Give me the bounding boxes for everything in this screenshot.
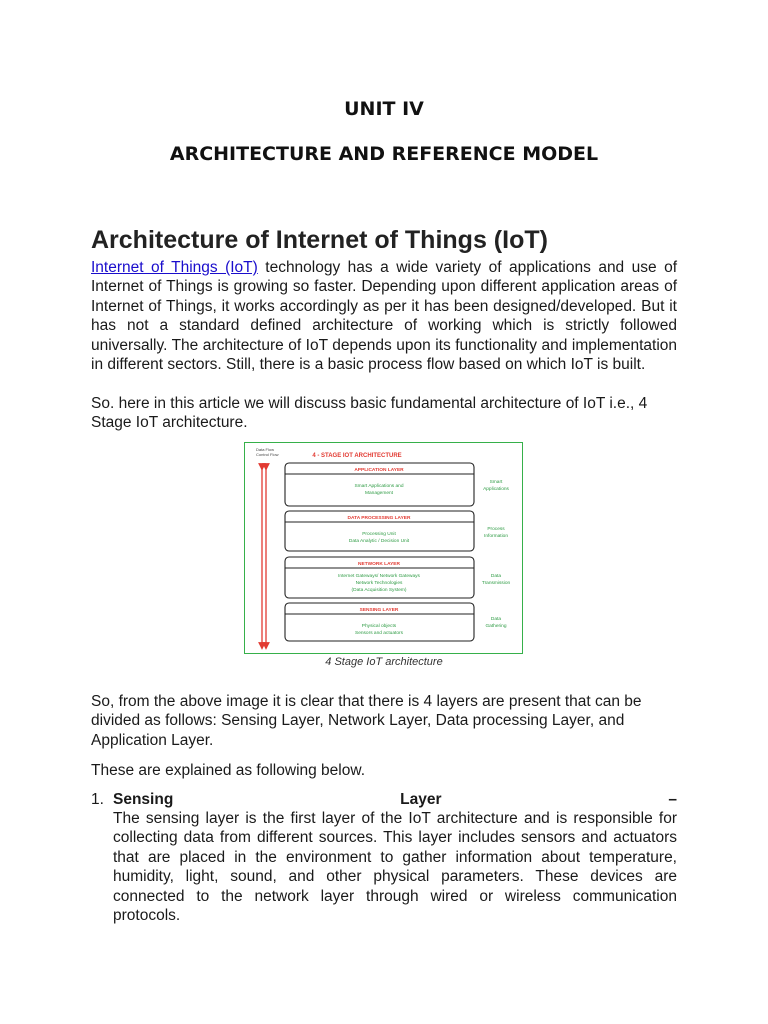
layer-line-1: Physical objects: [361, 624, 397, 629]
side-label-2: Applications: [483, 487, 509, 492]
layer-line-2: Data Analytic / Decision Unit: [348, 539, 410, 544]
intro-paragraph: [91, 258, 677, 374]
chapter-title: ARCHITECTURE AND REFERENCE MODEL: [169, 143, 599, 165]
sensing-layer-description: The sensing layer is the first layer of the IoT architecture and is responsible for collecting data from different sources. This layer includes sensors and actuators that are placed in the environment to gather information about temperature, humidity, light, sound, and other physical parameters. These devices are connected to the network layer through wired or wireless communication protocols.: [113, 810, 677, 925]
side-label-1: Data: [490, 617, 502, 622]
legend-data-flow: Data Flow: [256, 447, 275, 452]
side-label-1: Process: [487, 527, 505, 532]
side-label-1: Data: [490, 574, 502, 579]
article-heading: Architecture of Internet of Things (IoT): [91, 226, 548, 254]
layer-name: NETWORK LAYER: [358, 562, 400, 567]
layer-line-1: Internet Gateways/ Network Gateways: [338, 574, 420, 579]
side-label-2: Information: [484, 534, 508, 539]
paragraph-4: These are explained as following below.: [91, 762, 366, 779]
data-processing-layer: [285, 511, 508, 551]
legend-control-flow: Control Flow: [256, 452, 279, 457]
unit-heading: UNIT IV: [344, 98, 424, 120]
side-label-2: Gathering: [485, 624, 507, 629]
heading-word-sensing: Sensing: [113, 791, 174, 808]
paragraph-2: So. here in this article we will discuss basic fundamental architecture of IoT i.e., 4 Stage IoT architecture.: [91, 395, 648, 432]
intro-text: technology has a wide variety of applications and use of Internet of Things is growing so faster. Depending upon different application areas of Internet of Things, it works accordingly as per it has been designed/developed. But it has not a standard defined architecture of working which is strictly followed universally. The architecture of IoT depends upon its functionality and implementation in different sectors. Still, there is a basic process flow based on which IoT is built.: [91, 259, 677, 374]
layer-line-2: Management: [365, 491, 393, 496]
side-label-2: Transmission: [481, 581, 511, 586]
layer-name: DATA PROCESSING LAYER: [347, 516, 411, 521]
network-layer: [285, 557, 511, 598]
layer-name: SENSING LAYER: [359, 608, 399, 613]
layer-line-3: (Data Acquisition System): [351, 588, 407, 593]
list-item-heading: [91, 790, 677, 809]
iot-architecture-figure: [244, 442, 523, 654]
heading-dash: –: [668, 791, 677, 808]
heading-word-layer: Layer: [400, 791, 442, 808]
iot-link[interactable]: Internet of Things (IoT): [91, 259, 258, 276]
figure-title: 4 - STAGE IOT ARCHITECTURE: [312, 453, 402, 459]
list-number: 1.: [91, 791, 104, 808]
architecture-diagram: [245, 443, 521, 652]
layer-line-1: Smart Applications and: [354, 484, 404, 489]
side-label-1: Smart: [489, 480, 503, 485]
paragraph-3: So, from the above image it is clear that there is 4 layers are present that can be divided as follows: Sensing Layer, Network Layer, Data processing Layer, and Application Layer.: [91, 693, 642, 749]
layer-line-1: Processing Unit: [362, 532, 396, 537]
layer-name: APPLICATION LAYER: [354, 468, 404, 473]
layer-line-2: Sensors and actuators: [355, 631, 403, 636]
figure-caption: 4 Stage IoT architecture: [325, 656, 443, 668]
application-layer: [285, 463, 510, 506]
layer-line-2: Network Technologies: [355, 581, 403, 586]
sensing-layer: [285, 603, 507, 641]
